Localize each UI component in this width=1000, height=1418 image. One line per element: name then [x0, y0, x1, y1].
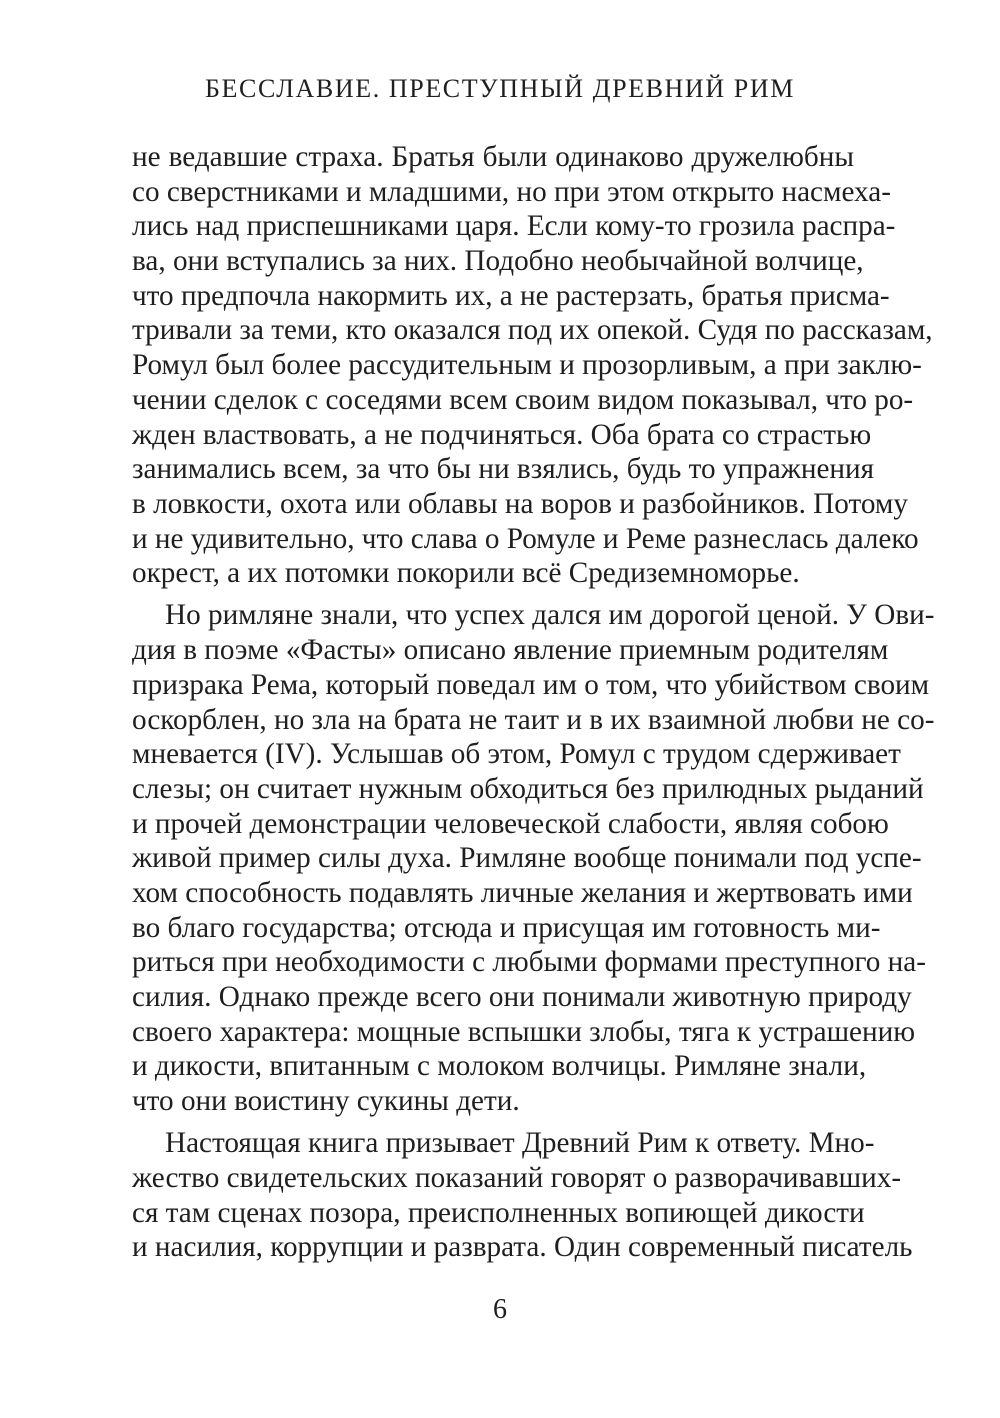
text-line: и не удивительно, что слава о Ромуле и Реме разнеслась далеко: [132, 522, 919, 555]
text-line: жден властвовать, а не подчиняться. Оба брата со страстью: [132, 418, 872, 451]
paragraph: [132, 598, 935, 1118]
text-line: Ромул был более рассудительным и прозорливым, а при заклю-: [132, 349, 922, 382]
text-line: в ловкости, охота или облавы на воров и разбойников. Потому: [132, 487, 908, 520]
text-line: призрака Рема, который поведал им о том, что убийством своим: [132, 668, 930, 701]
text-line: занимались всем, за что бы ни взялись, будь то упражнения: [132, 453, 875, 486]
paragraph: [132, 1126, 913, 1265]
text-line: не ведавшие страха. Братья были одинаково дружелюбны: [132, 141, 854, 173]
page-number: 6: [493, 1294, 507, 1325]
running-title: БЕССЛАВИЕ. ПРЕСТУПНЫЙ ДРЕВНИЙ РИМ: [205, 74, 795, 103]
text-line: и насилия, коррупции и разврата. Один современный писатель: [132, 1231, 913, 1264]
text-line: что они воистину сукины дети.: [132, 1085, 520, 1118]
text-line: слезы; он считает нужным обходиться без прилюдных рыданий: [132, 772, 924, 805]
text-line: что предпочла накормить их, а не растерзать, братья присма-: [132, 279, 890, 312]
text-line: во благо государства; отсюда и присущая им готовность ми-: [132, 911, 881, 944]
text-line: тривали за теми, кто оказался под их опекой. Судя по рассказам,: [132, 314, 933, 347]
text-line: и прочей демонстрации человеческой слабости, являя собою: [132, 807, 889, 840]
text-line: ся там сценах позора, преисполненных вопиющей дикости: [132, 1196, 865, 1229]
text-line: Но римляне знали, что успех дался им дорогой ценой. У Ови-: [165, 599, 935, 632]
text-line: со сверстниками и младшими, но при этом открыто насмеха-: [132, 175, 891, 208]
paragraph: [132, 140, 933, 591]
text-line: ва, они вступались за них. Подобно необычайной волчице,: [132, 245, 864, 278]
text-line: хом способность подавлять личные желания и жертвовать ими: [132, 876, 913, 909]
text-line: и дикости, впитанным с молоком волчицы. Римляне знали,: [132, 1050, 867, 1083]
text-line: Настоящая книга призывает Древний Рим к ответу. Мно-: [165, 1127, 875, 1160]
text-line: жество свидетельских показаний говорят о разворачивавших-: [132, 1161, 902, 1194]
text-line: окрест, а их потомки покорили всё Средиземноморье.: [132, 557, 800, 590]
text-line: лись над приспешниками царя. Если кому-то грозила распра-: [132, 210, 896, 243]
body-text: [132, 140, 935, 1265]
text-line: дия в поэме «Фасты» описано явление приемным родителям: [132, 634, 889, 667]
text-line: живой пример силы духа. Римляне вообще понимали под успе-: [132, 842, 922, 875]
text-line: оскорблен, но зла на брата не таит и в их взаимной любви не со-: [132, 703, 935, 736]
text-line: своего характера: мощные вспышки злобы, тяга к устрашению: [132, 1015, 916, 1048]
text-line: риться при необходимости с любыми формами преступного на-: [132, 946, 926, 979]
text-line: мневается (IV). Услышав об этом, Ромул с трудом сдерживает: [132, 738, 901, 771]
text-line: чении сделок с соседями всем своим видом показывал, что ро-: [132, 383, 914, 416]
text-line: силия. Однако прежде всего они понимали животную природу: [132, 981, 912, 1013]
